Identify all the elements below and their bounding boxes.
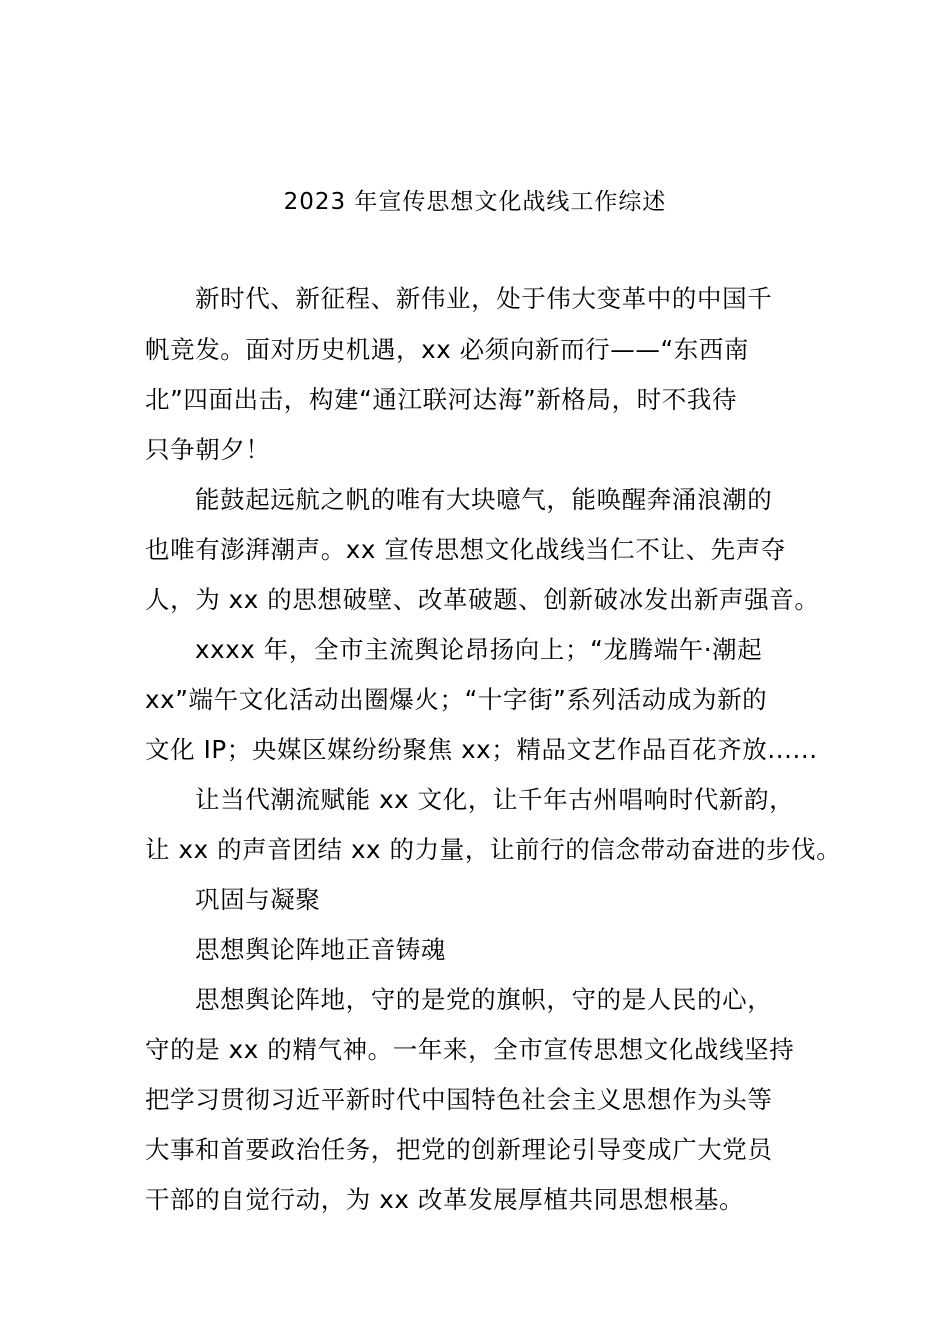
paragraph-line: 帆竞发。面对历史机遇，xx 必须向新而行——“东西南 [145,335,750,364]
paragraph-line: 思想舆论阵地，守的是党的旗帜，守的是人民的心， [195,985,773,1014]
paragraph-line: 让当代潮流赋能 xx 文化，让千年古州唱响时代新韵， [195,785,795,814]
section-subheading: 思想舆论阵地正音铸魂 [195,935,446,964]
paragraph-line: 新时代、新征程、新伟业，处于伟大变革中的中国千 [195,284,773,313]
paragraph-line: 守的是 xx 的精气神。一年来，全市宣传思想文化战线坚持 [145,1035,795,1064]
paragraph-line: xx”端午文化活动出圈爆火；“十字街”系列活动成为新的 [145,685,768,714]
paragraph-line: xxxx 年，全市主流舆论昂扬向上；“龙腾端午·潮起 [195,635,763,664]
section-heading: 巩固与凝聚 [195,885,321,914]
paragraph-line: 把学习贯彻习近平新时代中国特色社会主义思想作为头等 [145,1085,773,1114]
paragraph-line: 北”四面出击，构建“通江联河达海”新格局，时不我待 [145,385,738,414]
paragraph-line: 文化 IP；央媒区媒纷纷聚焦 xx；精品文艺作品百花齐放...... [145,735,818,764]
paragraph-line: 干部的自觉行动，为 xx 改革发展厚植共同思想根基。 [145,1185,745,1214]
paragraph-line: 能鼓起远航之帆的唯有大块噫气，能唤醒奔涌浪潮的 [195,485,773,514]
paragraph-line: 只争朝夕！ [145,435,271,464]
paragraph-line: 也唯有澎湃潮声。xx 宣传思想文化战线当仁不让、先声夺 [145,535,786,564]
document-title: 2023 年宣传思想文化战线工作综述 [283,189,667,215]
paragraph-line: 人，为 xx 的思想破壁、改革破题、创新破冰发出新声强音。 [145,585,820,614]
paragraph-line: 大事和首要政治任务，把党的创新理论引导变成广大党员 [145,1135,773,1164]
paragraph-line: 让 xx 的声音团结 xx 的力量，让前行的信念带动奋进的步伐。 [145,835,842,864]
